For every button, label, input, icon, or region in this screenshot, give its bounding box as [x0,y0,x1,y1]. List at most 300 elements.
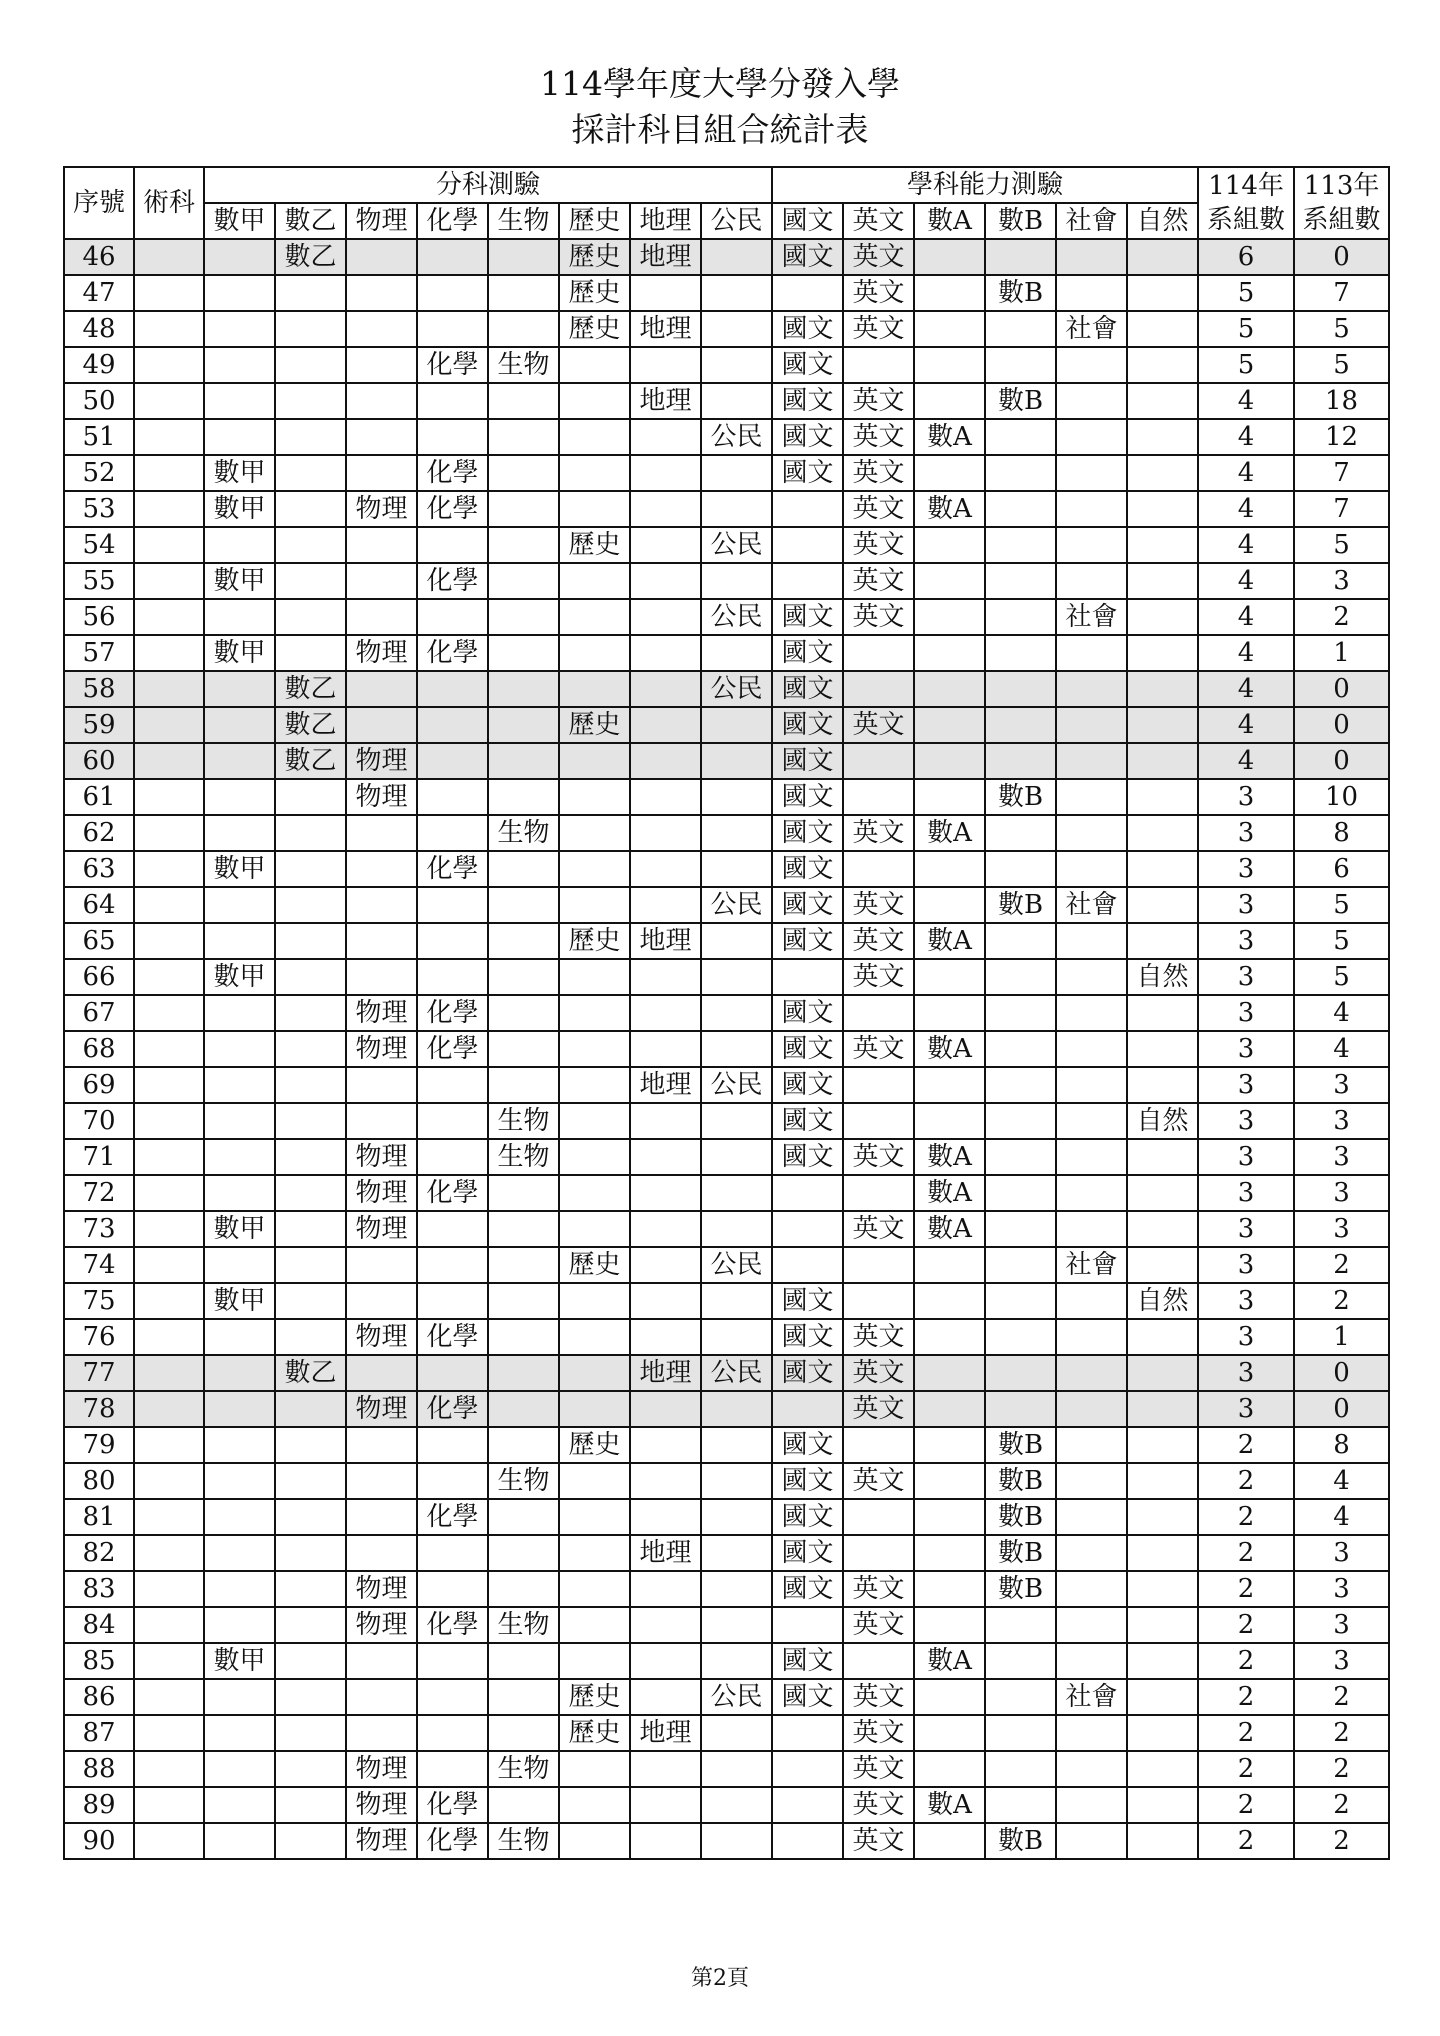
cell-subject [701,851,772,887]
cell-y114: 2 [1198,1607,1294,1643]
cell-subject: 化學 [417,455,488,491]
table-row [64,1211,1389,1247]
cell-subject: 物理 [346,1175,417,1211]
cell-subject [488,851,559,887]
cell-seq: 65 [64,923,134,959]
cell-subject [985,1031,1056,1067]
cell-subject [417,779,488,815]
cell-subject [985,527,1056,563]
cell-subject [1127,239,1198,275]
page-title-line2: 採計科目組合統計表 [571,110,869,149]
cell-subject [630,455,701,491]
cell-subject [488,1535,559,1571]
cell-subject [488,779,559,815]
cell-subject [204,1787,275,1823]
cell-subject [1127,419,1198,455]
cell-subject [346,275,417,311]
cell-subject [275,1535,346,1571]
cell-y113: 7 [1294,455,1389,491]
cell-subject [843,1283,914,1319]
cell-subject: 物理 [346,743,417,779]
cell-subject [914,1751,985,1787]
cell-subject: 國文 [772,383,843,419]
cell-subject [275,275,346,311]
cell-subject [417,1535,488,1571]
cell-y114: 3 [1198,1355,1294,1391]
cell-y114: 3 [1198,995,1294,1031]
header-subject: 國文 [772,203,843,239]
cell-subject: 英文 [843,1679,914,1715]
cell-y113: 5 [1294,347,1389,383]
cell-subject [275,779,346,815]
cell-subject [559,1211,630,1247]
cell-subject: 英文 [843,383,914,419]
header-subject: 數乙 [275,203,346,239]
cell-y114: 4 [1198,707,1294,743]
cell-subject [701,1823,772,1859]
cell-subject [417,419,488,455]
cell-subject [630,1391,701,1427]
cell-subject [914,455,985,491]
cell-subject [1127,815,1198,851]
cell-subject [1127,599,1198,635]
cell-subject [275,419,346,455]
cell-y114: 3 [1198,1139,1294,1175]
cell-subject [701,635,772,671]
cell-subject [1127,1571,1198,1607]
cell-subject: 化學 [417,1787,488,1823]
cell-subject: 英文 [843,455,914,491]
cell-y113: 2 [1294,1823,1389,1859]
cell-subject [1056,527,1127,563]
cell-subject [1056,1031,1127,1067]
cell-subject [204,1175,275,1211]
table-row [64,1679,1389,1715]
cell-subject [985,635,1056,671]
cell-subject [204,1571,275,1607]
table-row [64,1031,1389,1067]
cell-subject [985,671,1056,707]
header-group-subject-exam: 分科測驗 [204,167,772,203]
cell-subject [204,1103,275,1139]
cell-subject [630,563,701,599]
cell-subject [346,1067,417,1103]
cell-subject: 自然 [1127,959,1198,995]
cell-subject [985,239,1056,275]
cell-subject: 化學 [417,1823,488,1859]
cell-arts [134,671,204,707]
cell-subject: 自然 [1127,1283,1198,1319]
cell-subject [701,1571,772,1607]
cell-subject [275,1031,346,1067]
cell-subject [1056,851,1127,887]
cell-seq: 60 [64,743,134,779]
cell-seq: 54 [64,527,134,563]
cell-subject [1127,1823,1198,1859]
cell-subject: 公民 [701,1355,772,1391]
cell-subject [1056,743,1127,779]
cell-subject [914,311,985,347]
cell-y113: 5 [1294,311,1389,347]
cell-seq: 90 [64,1823,134,1859]
cell-y114: 3 [1198,1391,1294,1427]
header-subject: 數B [985,203,1056,239]
cell-subject [1056,671,1127,707]
cell-subject [630,959,701,995]
cell-subject: 國文 [772,239,843,275]
cell-subject [559,743,630,779]
cell-subject [1056,1535,1127,1571]
cell-subject [1127,1391,1198,1427]
cell-arts [134,743,204,779]
cell-subject: 地理 [630,239,701,275]
cell-subject: 英文 [843,1139,914,1175]
cell-subject [275,1103,346,1139]
cell-subject: 化學 [417,563,488,599]
cell-arts [134,923,204,959]
cell-y113: 2 [1294,1247,1389,1283]
cell-subject [985,1679,1056,1715]
cell-subject: 物理 [346,491,417,527]
cell-subject [488,239,559,275]
cell-subject [275,1175,346,1211]
table-row [64,1571,1389,1607]
cell-subject [488,275,559,311]
cell-subject [701,1463,772,1499]
cell-subject [417,1679,488,1715]
cell-subject [1056,563,1127,599]
cell-subject [346,599,417,635]
table-row [64,383,1389,419]
cell-y113: 3 [1294,1571,1389,1607]
cell-arts [134,1787,204,1823]
cell-subject [1056,239,1127,275]
table-row [64,599,1389,635]
cell-subject [275,1067,346,1103]
cell-subject: 英文 [843,1355,914,1391]
cell-y114: 2 [1198,1751,1294,1787]
cell-subject [1127,743,1198,779]
cell-subject: 數乙 [275,1355,346,1391]
cell-y114: 4 [1198,383,1294,419]
cell-subject: 數乙 [275,743,346,779]
cell-subject [275,1139,346,1175]
cell-subject [275,1715,346,1751]
cell-arts [134,995,204,1031]
header-seq: 序號 [64,167,134,239]
cell-subject [1127,671,1198,707]
cell-subject [559,995,630,1031]
table-row [64,635,1389,671]
cell-subject [1127,779,1198,815]
cell-subject [1127,1463,1198,1499]
cell-subject: 數A [914,1787,985,1823]
cell-subject [275,563,346,599]
table-row [64,1355,1389,1391]
cell-subject [1056,491,1127,527]
cell-subject [914,671,985,707]
cell-subject [275,455,346,491]
cell-subject: 生物 [488,1751,559,1787]
cell-subject [559,1463,630,1499]
cell-subject [275,635,346,671]
cell-y114: 2 [1198,1463,1294,1499]
cell-subject [701,1643,772,1679]
cell-subject [204,1391,275,1427]
cell-subject [914,707,985,743]
cell-subject [559,1103,630,1139]
cell-subject: 化學 [417,1499,488,1535]
cell-subject [1056,779,1127,815]
cell-subject [914,995,985,1031]
cell-subject [559,1607,630,1643]
cell-seq: 74 [64,1247,134,1283]
cell-subject [275,1247,346,1283]
cell-subject [630,1175,701,1211]
cell-subject [346,1103,417,1139]
cell-subject [488,959,559,995]
cell-subject [559,1823,630,1859]
cell-arts [134,887,204,923]
cell-subject [914,1499,985,1535]
cell-subject: 國文 [772,1319,843,1355]
cell-seq: 48 [64,311,134,347]
cell-y113: 3 [1294,1607,1389,1643]
cell-subject [914,1103,985,1139]
cell-subject [630,671,701,707]
cell-subject [985,923,1056,959]
cell-arts [134,1283,204,1319]
cell-subject [630,491,701,527]
cell-subject [417,1067,488,1103]
cell-subject [630,1571,701,1607]
cell-subject [630,1103,701,1139]
cell-arts [134,491,204,527]
cell-arts [134,563,204,599]
table-row [64,707,1389,743]
cell-arts [134,1391,204,1427]
cell-subject [559,959,630,995]
cell-subject: 數乙 [275,671,346,707]
page-number: 第2頁 [691,1966,749,1991]
cell-subject [559,455,630,491]
cell-seq: 64 [64,887,134,923]
cell-seq: 79 [64,1427,134,1463]
cell-subject: 數甲 [204,491,275,527]
cell-subject [559,1031,630,1067]
cell-subject [559,779,630,815]
table-row [64,959,1389,995]
cell-y114: 3 [1198,1175,1294,1211]
cell-subject [701,347,772,383]
cell-subject: 數甲 [204,1211,275,1247]
cell-subject [1127,1355,1198,1391]
cell-subject: 歷史 [559,1715,630,1751]
cell-subject: 生物 [488,1463,559,1499]
cell-subject [559,1751,630,1787]
cell-arts [134,239,204,275]
cell-arts [134,599,204,635]
cell-subject: 公民 [701,887,772,923]
cell-subject [275,1751,346,1787]
cell-y113: 2 [1294,1787,1389,1823]
cell-subject: 英文 [843,527,914,563]
cell-subject [985,1355,1056,1391]
cell-subject [346,1715,417,1751]
cell-subject [630,1283,701,1319]
cell-subject [417,743,488,779]
cell-arts [134,527,204,563]
table-row [64,1319,1389,1355]
cell-subject [914,1067,985,1103]
cell-subject: 數B [985,1571,1056,1607]
cell-seq: 68 [64,1031,134,1067]
cell-y113: 0 [1294,1391,1389,1427]
cell-y114: 3 [1198,959,1294,995]
page-title-line1: 114學年度大學分發入學 [540,64,900,103]
cell-subject [1056,1607,1127,1643]
cell-subject [914,1247,985,1283]
cell-subject [914,1535,985,1571]
cell-subject [914,347,985,383]
cell-subject [559,599,630,635]
cell-subject [346,419,417,455]
cell-subject [772,1823,843,1859]
cell-subject [1056,707,1127,743]
cell-subject: 物理 [346,1607,417,1643]
cell-y113: 3 [1294,563,1389,599]
header-subject: 公民 [701,203,772,239]
cell-subject [346,455,417,491]
cell-subject [275,1391,346,1427]
cell-subject [701,743,772,779]
cell-subject: 國文 [772,311,843,347]
cell-subject [488,1787,559,1823]
cell-subject: 物理 [346,1031,417,1067]
cell-subject [701,1427,772,1463]
cell-subject [985,1715,1056,1751]
cell-subject [1056,1427,1127,1463]
cell-subject [488,1247,559,1283]
cell-arts [134,1751,204,1787]
cell-subject: 國文 [772,1679,843,1715]
cell-arts [134,275,204,311]
cell-subject: 物理 [346,1571,417,1607]
cell-y113: 3 [1294,1067,1389,1103]
table-row [64,1247,1389,1283]
header-subject: 歷史 [559,203,630,239]
header-y113-count: 113年 系組數 [1294,167,1389,239]
cell-subject [843,1643,914,1679]
cell-subject [772,563,843,599]
cell-subject: 歷史 [559,275,630,311]
cell-subject [204,311,275,347]
cell-y113: 12 [1294,419,1389,455]
cell-subject: 化學 [417,491,488,527]
cell-subject [701,455,772,491]
cell-seq: 56 [64,599,134,635]
cell-seq: 70 [64,1103,134,1139]
cell-subject [701,1175,772,1211]
cell-subject [417,1643,488,1679]
table-row [64,239,1389,275]
cell-subject [1127,1751,1198,1787]
cell-subject: 英文 [843,887,914,923]
cell-subject: 數B [985,1823,1056,1859]
cell-subject: 英文 [843,1823,914,1859]
cell-subject [985,1067,1056,1103]
cell-subject: 社會 [1056,311,1127,347]
cell-subject: 英文 [843,1751,914,1787]
header-subject: 社會 [1056,203,1127,239]
cell-subject [417,1139,488,1175]
cell-subject [488,311,559,347]
cell-seq: 59 [64,707,134,743]
cell-y113: 4 [1294,1463,1389,1499]
cell-subject [914,1427,985,1463]
cell-y114: 2 [1198,1787,1294,1823]
cell-subject [204,1031,275,1067]
cell-subject [985,1787,1056,1823]
cell-y114: 3 [1198,1319,1294,1355]
header-arts: 術科 [134,167,204,239]
cell-y114: 2 [1198,1643,1294,1679]
cell-subject [488,1211,559,1247]
cell-subject: 國文 [772,743,843,779]
cell-y113: 18 [1294,383,1389,419]
cell-subject [559,1067,630,1103]
cell-subject [772,1751,843,1787]
table-row [64,275,1389,311]
cell-subject: 物理 [346,1823,417,1859]
cell-subject: 國文 [772,1067,843,1103]
cell-subject: 地理 [630,1067,701,1103]
cell-subject [985,599,1056,635]
cell-subject [1127,1067,1198,1103]
table-row [64,1283,1389,1319]
cell-subject [701,383,772,419]
cell-subject: 數乙 [275,707,346,743]
cell-y114: 3 [1198,1031,1294,1067]
cell-subject [559,635,630,671]
cell-y113: 2 [1294,1679,1389,1715]
cell-subject [346,1535,417,1571]
cell-y114: 2 [1198,1427,1294,1463]
cell-subject [914,275,985,311]
cell-subject: 英文 [843,599,914,635]
cell-subject [985,1751,1056,1787]
cell-subject [559,1391,630,1427]
cell-subject [1056,1175,1127,1211]
table-row [64,1391,1389,1427]
cell-subject: 國文 [772,1571,843,1607]
cell-subject [630,1031,701,1067]
cell-subject [275,383,346,419]
header-y114-count: 114年 系組數 [1198,167,1294,239]
cell-subject: 數B [985,887,1056,923]
table-row [64,1175,1389,1211]
cell-subject: 國文 [772,923,843,959]
cell-subject [630,1679,701,1715]
cell-subject [417,239,488,275]
cell-subject [701,1139,772,1175]
cell-seq: 67 [64,995,134,1031]
cell-subject [275,1499,346,1535]
cell-subject [559,851,630,887]
cell-y113: 0 [1294,707,1389,743]
cell-subject [417,1247,488,1283]
cell-subject [275,1211,346,1247]
